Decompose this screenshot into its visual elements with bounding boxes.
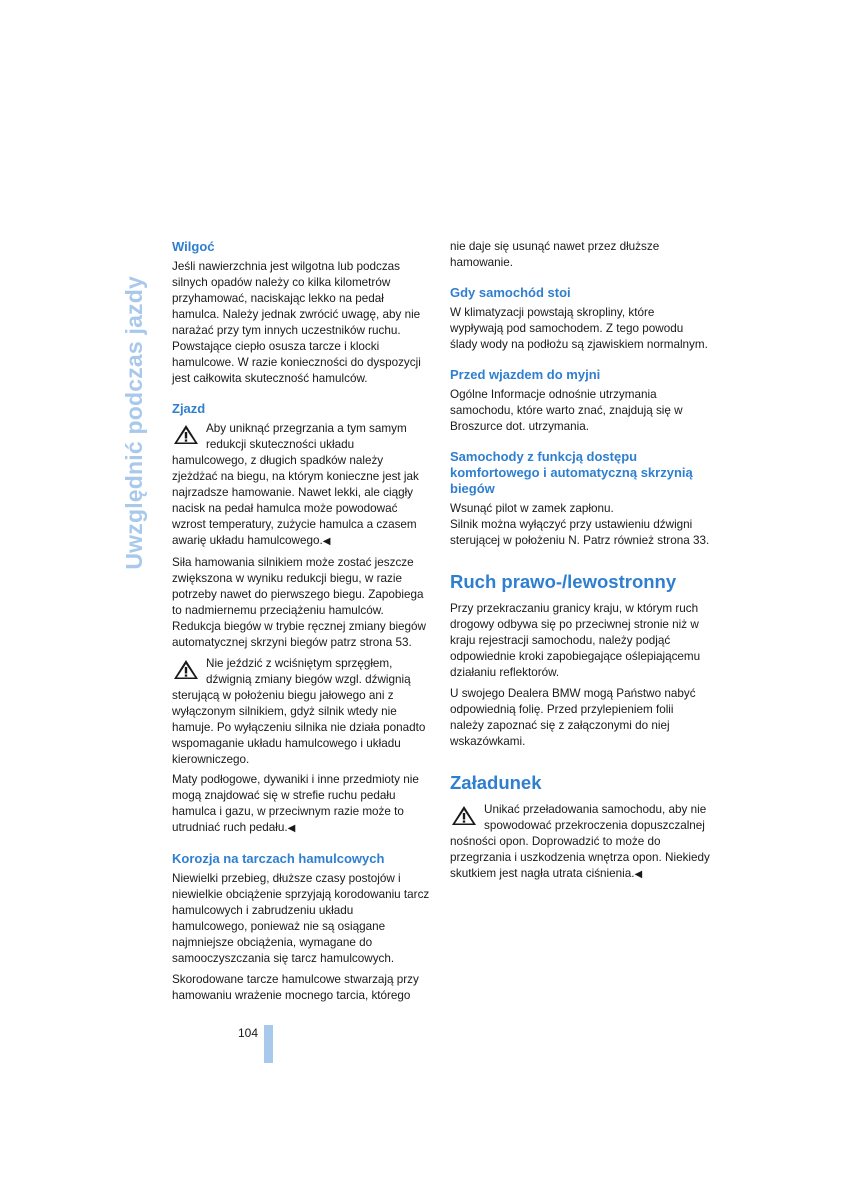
paragraph-ruch-1: Przy przekraczaniu granicy kraju, w którym ruch drogowy odbywa się po przeciwnej stronie niż w kraju rejestracji samochodu, należy podjąć odpowiednie kroki zapobiegające oślepiającemu działaniu reflektorów. <box>450 602 701 679</box>
warning-triangle-icon <box>450 804 478 827</box>
paragraph-korozja-1: Niewielki przebieg, dłuższe czasy postojów i niewielkie obciążenie sprzyjają korodowaniu tarcz hamulcowych i zabrudzeniu układu hamulcowego, ponieważ nie są osiągane najmniejsze obciążenia, wymagane do samooczyszczania się tarcz hamulcowych. <box>172 872 430 965</box>
paragraph-mats-text: Maty podłogowe, dywaniki i inne przedmioty nie mogą znajdować się w strefie ruchu pedału hamulca i gazu, w przeciwnym razie może to utrudniać ruch pedału. <box>172 773 419 834</box>
paragraph-zjazd: Siła hamowania silnikiem może zostać jeszcze zwiększona w wyniku redukcji biegu, w razie potrzeby nawet do pierwszego biegu. Zapobiega to nadmiernemu przeciążeniu hamulców. Redukcja biegów w trybie ręcznej zmiany biegów automatycznej skrzyni biegów patrz strona 53. <box>172 556 426 649</box>
warning-clutch <box>172 656 430 768</box>
warning-zjazd-text: Aby uniknąć przegrzania a tym samym redukcji skuteczności układu hamulcowego, z długich spadków należy zjeżdżać na biegu, na którym konieczne jest jak najrzadsze hamowanie. Nawet lekki, ale ciągły nacisk na pedał hamulca może powodować wzrost temperatury, zużycie hamulca a czasem awarię układu hamulcowego. <box>172 422 419 547</box>
heading-ruch: Ruch prawo-/lewostronny <box>450 571 677 592</box>
paragraph-komfort-2: Silnik można wyłączyć przy ustawieniu dźwigni sterującej w położeniu N. Patrz również strona 33. <box>450 518 710 547</box>
end-mark-icon: ◀ <box>322 536 331 547</box>
warning-triangle-icon <box>172 423 200 446</box>
warning-triangle-icon <box>172 658 200 681</box>
left-column <box>172 239 430 1009</box>
paragraph-ruch-2: U swojego Dealera BMW mogą Państwo nabyć odpowiednią folię. Przed przylepieniem folii należy zapoznać się z załączonymi do niej wskazówkami. <box>450 687 696 748</box>
paragraph-komfort-1: Wsunąć pilot w zamek zapłonu. <box>450 502 614 515</box>
page-number: 104 <box>238 1026 259 1040</box>
paragraph-myjnia: Ogólne Informacje odnośnie utrzymania samochodu, które warto znać, znajdują się w Broszurce dot. utrzymania. <box>450 388 683 433</box>
sidebar-title-text: Uwzględnić podczas jazdy <box>120 276 147 570</box>
sidebar-section-title <box>114 240 154 570</box>
warning-zaladunek-text: Unikać przeładowania samochodu, aby nie spowodować przekroczenia dopuszczalnej nośności opon. Doprowadzić to może do przegrzania i uszkodzenia wnętrza opon. Niekiedy skutkiem jest nagła utrata ciśnienia. <box>450 803 710 880</box>
paragraph-korozja-2: Skorodowane tarcze hamulcowe stwarzają przy hamowaniu wrażenie mocnego tarcia, którego <box>172 973 419 1002</box>
right-column <box>450 239 710 888</box>
heading-zaladunek: Załadunek <box>450 772 542 793</box>
heading-myjnia: Przed wjazdem do myjni <box>450 367 601 382</box>
warning-zaladunek <box>450 802 710 883</box>
page-marker-bar <box>264 1025 273 1063</box>
warning-zjazd <box>172 421 430 550</box>
heading-wilgoc: Wilgoć <box>172 239 215 254</box>
heading-zjazd: Zjazd <box>172 401 206 416</box>
end-mark-icon: ◀ <box>634 869 643 880</box>
heading-stoi: Gdy samochód stoi <box>450 285 571 300</box>
paragraph-wilgoc: Jeśli nawierzchnia jest wilgotna lub podczas silnych opadów należy co kilka kilometrów przyhamować, naciskając lekko na pedał hamulca. Należy jednak zwrócić uwagę, aby nie narażać przy tym innych uczestników ruchu. Powstające ciepło osusza tarcze i klocki hamulcowe. W razie konieczności do dyspozycji jest całkowita skuteczność hamulców. <box>172 260 421 385</box>
paragraph-stoi: W klimatyzacji powstają skropliny, które wypływają pod samochodem. Z tego powodu ślady wody na podłożu są zjawiskiem normalnym. <box>450 306 708 351</box>
paragraph-continuation: nie daje się usunąć nawet przez dłuższe hamowanie. <box>450 240 660 269</box>
warning-clutch-text: Nie jeździć z wciśniętym sprzęgłem, dźwignią zmiany biegów wzgl. dźwignią sterującą w położeniu biegu jałowego ani z wyłączonym silnikiem, gdyż silnik wtedy nie hamuje. Po wyłączeniu silnika nie działa ponadto wspomaganie układu hamulcowego i układu kierowniczego. <box>172 657 426 766</box>
paragraph-mats <box>172 772 430 837</box>
heading-korozja: Korozja na tarczach hamulcowych <box>172 851 385 866</box>
heading-komfort: Samochody z funkcją dostępu komfortowego i automatyczną skrzynią biegów <box>450 449 693 496</box>
end-mark-icon: ◀ <box>287 823 296 834</box>
